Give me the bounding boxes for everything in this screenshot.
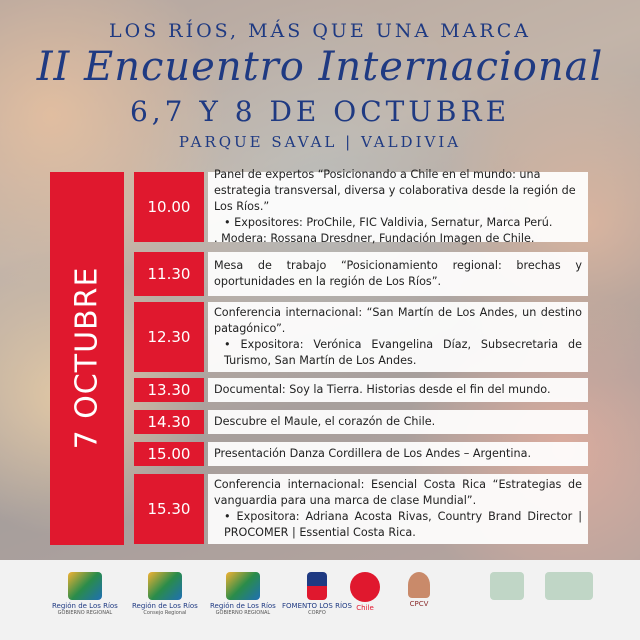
time-slot: 11.30 [134,252,204,296]
time-slot: 13.30 [134,378,204,402]
logo-gobierno-regional-2: Región de Los Ríos GOBIERNO REGIONAL [210,572,276,628]
session-description [208,168,588,245]
logo-consejo-regional: Región de Los Ríos Consejo Regional [132,572,198,628]
time-slot: 14.30 [134,410,204,434]
faded-logo-icon [545,572,593,600]
session-title: Panel de expertos “Posicionando a Chile en el mundo: una estrategia transversal, diversa y colaborativa desde la región de Los Ríos.” [214,168,576,213]
time-slot: 10.00 [134,172,204,242]
session-description [208,442,588,466]
time-slot: 15.00 [134,442,204,466]
session-title: Descubre el Maule, el corazón de Chile. [214,415,436,428]
schedule-row-1130 [134,252,588,296]
schedule-row-1530 [134,474,588,544]
tagline: LOS RÍOS, MÁS QUE UNA MARCA [109,20,531,42]
cpcv-icon [408,572,430,598]
session-title: Conferencia internacional: Esencial Costa Rica “Estrategias de vanguardia para una marca de clase Mundial”. [214,478,582,507]
session-detail: • Expositora: Verónica Evangelina Díaz, Subsecretaria de Turismo, San Martín de Los Andes. [214,337,582,369]
faded-logo-icon [490,572,524,600]
session-title: Conferencia internacional: “San Martín de Los Andes, un destino patagónico”. [214,306,582,335]
schedule-row-1230 [134,302,588,372]
session-description [208,410,588,434]
logo-gobierno-regional: Región de Los Ríos GOBIERNO REGIONAL [52,572,118,628]
event-venue: PARQUE SAVAL | VALDIVIA [178,133,462,151]
session-detail: . Modera: Rossana Dresdner, Fundación Imagen de Chile. [214,232,535,245]
time-slot: 12.30 [134,302,204,372]
event-title: II Encuentro Internacional [36,44,604,90]
session-title: Documental: Soy la Tierra. Historias desde el fin del mundo. [214,383,551,396]
session-title: Presentación Danza Cordillera de Los Andes – Argentina. [214,447,532,460]
logo-marca-chile: Chile [350,572,380,628]
schedule-row-1330 [134,378,588,402]
logo-fomento-los-rios: FOMENTO LOS RÍOS CORFO [282,572,352,628]
logo-mark-icon [148,572,182,600]
session-description [208,378,588,402]
session-description [208,302,588,372]
session-description [208,252,588,296]
sponsor-footer [0,560,640,640]
schedule-row-1430 [134,410,588,434]
logo-cpcv: CPCV [408,572,430,628]
chile-flag-icon [307,572,327,600]
session-detail: • Expositora: Adriana Acosta Rivas, Country Brand Director | PROCOMER | Essential Costa Rica. [214,509,582,541]
logo-mark-icon [226,572,260,600]
schedule-row-1500 [134,442,588,466]
logo-mark-icon [68,572,102,600]
schedule-row-1000 [134,168,588,245]
time-slot: 15.30 [134,474,204,544]
session-title: Mesa de trabajo “Posicionamiento regional: brechas y oportunidades en la región de Los Ríos”. [214,259,582,288]
event-header [0,0,640,160]
session-description [208,474,588,544]
logo-faded-1 [490,572,524,628]
marca-chile-icon [350,572,380,602]
logo-faded-2 [545,572,593,628]
event-dates: 6,7 Y 8 DE OCTUBRE [129,95,511,128]
day-label: 7 OCTUBRE [69,266,105,450]
session-detail: • Expositores: ProChile, FIC Valdivia, Sernatur, Marca Perú. [214,215,582,231]
